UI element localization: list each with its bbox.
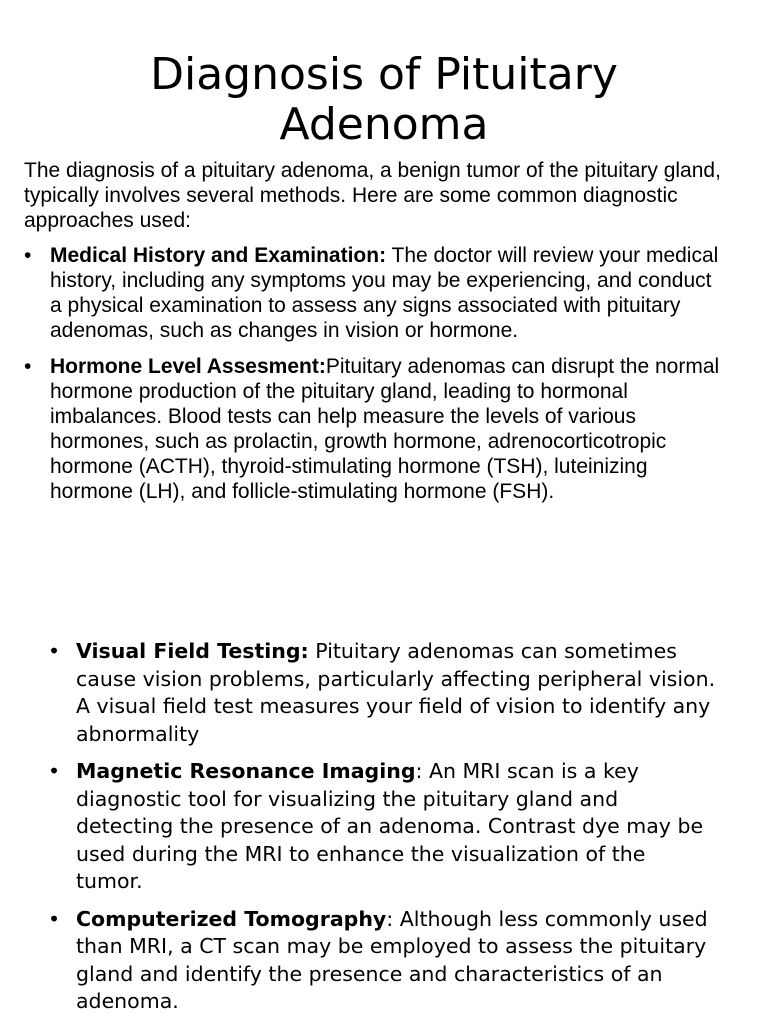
list-item-hormone-level [24,354,724,504]
list-item-medical-history [24,243,724,343]
item-term: Computerized Tomography [76,906,387,931]
bullet-icon: • [48,639,61,663]
list-item-mri [48,758,718,896]
item-text: : Although less commonly used than MRI, a CT scan may be employed to assess the pituitary gland and identify the presence and characteristics of an adenoma. [76,906,708,1013]
list-item-ct [48,906,718,1016]
item-text: Pituitary adenomas can disrupt the normal hormone production of the pituitary gland, leading to hormonal imbalances. Blood tests can help measure the levels of various hormones, such as prolactin, growth hormone, adrenocorticotropic hormone (ACTH), thyroid-stimulating hormone (TSH), luteinizing hormone (LH), and follicle-stimulating hormone (FSH). [50,355,720,503]
item-term: Hormone Level Assesment: [50,355,326,378]
bullet-icon: • [24,244,32,267]
list-item-visual-field [48,638,718,748]
bullet-icon: • [48,906,61,931]
item-text: Pituitary adenomas can sometimes cause vision problems, particularly affecting peripheral vision. A visual field test measures your field of vision to identify any abnormality [76,639,716,746]
item-text: The doctor will review your medical history, including any symptoms you may be experiencing, and conduct a physical examination to assess any signs associated with pituitary adenomas, such as changes in vision or hormone. [50,244,719,342]
bullet-icon: • [24,355,32,378]
bullet-icon: • [48,759,61,783]
intro-paragraph: The diagnosis of a pituitary adenoma, a benign tumor of the pituitary gland, typically involves several methods. Here are some common diagnostic approaches used: [24,159,721,232]
item-text: : An MRI scan is a key diagnostic tool for visualizing the pituitary gland and detecting the presence of an adenoma. Contrast dye may be used during the MRI to enhance the visualization of the tumor. [76,759,704,893]
page-title: Diagnosis of Pituitary Adenoma [150,49,618,150]
diagnostic-list-imaging [48,638,718,1026]
item-term: Magnetic Resonance Imaging [76,759,416,783]
item-term: Visual Field Testing: [76,639,309,663]
diagnostic-list-primary [24,243,724,515]
item-term: Medical History and Examination: [50,244,387,267]
